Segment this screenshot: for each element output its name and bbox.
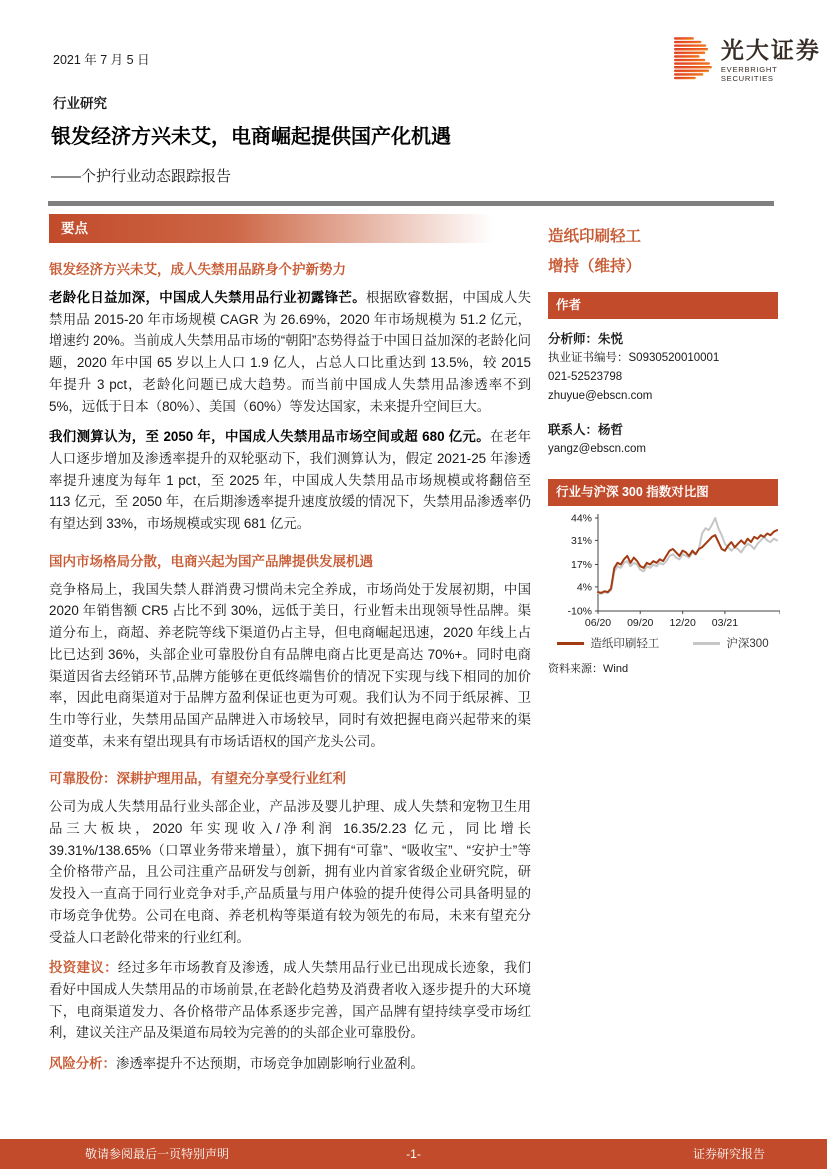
svg-text:4%: 4% bbox=[576, 581, 592, 594]
analyst-cert-no: 执业证书编号：S0930520010001 bbox=[548, 352, 720, 364]
section-heading: 可靠股份：深耕护理用品，有望充分享受行业红利 bbox=[49, 771, 346, 787]
sidebar bbox=[548, 214, 778, 676]
section-heading: 银发经济方兴未艾，成人失禁用品跻身个护新势力 bbox=[49, 262, 346, 277]
key-points-banner: 要点 bbox=[49, 214, 531, 243]
paragraph-lead: 我们测算认为，至 2050 年，中国成人失禁用品市场空间或超 680 亿元。 bbox=[49, 429, 491, 445]
contact-email: yangz@ebscn.com bbox=[548, 443, 646, 455]
header-divider bbox=[48, 201, 774, 206]
paragraph-lead: 投资建议： bbox=[49, 960, 118, 976]
legend-label: 造纸印刷轻工 bbox=[590, 638, 660, 650]
brand-text bbox=[721, 37, 827, 83]
paragraph-investment-advice bbox=[49, 957, 531, 1044]
rating-badge: 增持（维持） bbox=[548, 258, 642, 275]
chart-banner: 行业与沪深 300 指数对比图 bbox=[548, 479, 778, 506]
paragraph bbox=[49, 579, 531, 753]
contact-name: 联系人：杨哲 bbox=[548, 423, 624, 437]
paragraph-text: 竞争格局上，我国失禁人群消费习惯尚未完全养成，市场尚处于发展初期，中国 2020 年销售额 CR5 占比不到 30%，远低于美日，行业暂未出现领导性品牌。渠道分布上，商超、养老院等线下渠道仍占主导，但电商崛起迅速，2020 年线上占比已达到 36%，头部企业可靠股份自有品牌电商占比更是高达 70%+。同时电商渠道因省去经销环节,品牌方能够在更低终端售价的情况下实现与线下相同的加价率，因此电商渠道对于品牌方盈利保证也更为可观。我们认为不同于纸尿裤、卫生巾等行业，失禁用品国产品牌进入市场较早，同时有效把握电商兴起带来的渠道变革，未来有望出现具有市场话语权的国产龙头公司。 bbox=[49, 581, 531, 749]
svg-text:03/21: 03/21 bbox=[711, 617, 739, 629]
brand-name-cn: 光大证券 bbox=[720, 36, 821, 63]
svg-text:-10%: -10% bbox=[567, 605, 592, 618]
author-banner: 作者 bbox=[548, 292, 778, 319]
paragraph-lead: 风险分析： bbox=[49, 1056, 116, 1072]
section-heading: 国内市场格局分散，电商兴起为国产品牌提供发展机遇 bbox=[49, 553, 373, 569]
paragraph-lead: 老龄化日益加深，中国成人失禁用品行业初露锋芒。 bbox=[49, 290, 366, 305]
index-comparison-chart bbox=[548, 511, 780, 633]
svg-text:09/20: 09/20 bbox=[627, 617, 654, 629]
paragraph bbox=[49, 426, 531, 535]
report-date: 2021 年 7 月 5 日 bbox=[53, 53, 150, 67]
key-points-column bbox=[49, 214, 531, 1075]
analyst-email: zhuyue@ebscn.com bbox=[548, 390, 653, 402]
csi300-line-swatch bbox=[693, 642, 720, 645]
legend-label: 沪深300 bbox=[726, 638, 769, 650]
svg-text:12/20: 12/20 bbox=[669, 617, 696, 629]
svg-text:44%: 44% bbox=[570, 512, 592, 525]
svg-text:17%: 17% bbox=[570, 559, 592, 571]
brand-name-en: EVERBRIGHT SECURITIES bbox=[720, 64, 778, 83]
chart-legend bbox=[548, 635, 778, 651]
svg-text:06/20: 06/20 bbox=[584, 617, 612, 629]
svg-text:31%: 31% bbox=[570, 534, 592, 547]
paragraph-risk-analysis bbox=[49, 1053, 531, 1075]
analyst-name: 分析师：朱悦 bbox=[548, 332, 624, 346]
report-category: 行业研究 bbox=[53, 96, 107, 111]
paragraph bbox=[49, 287, 531, 417]
industry-name: 造纸印刷轻工 bbox=[548, 228, 642, 245]
everbright-logo-icon bbox=[674, 36, 712, 83]
paragraph-text: 根据欧睿数据，中国成人失禁用品 2015-20 年市场规模 CAGR 为 26.69%，2020 年市场规模为 51.2 亿元，增速约 20%。当前成人失禁用品市场的“朝阳”态势得益于中国日益加深的老龄化问题，2020 年中国 65 岁以上人口 1.9 亿人，占总人口比重达到 13.5%，较 2015 年提升 3 pct，老龄化问题已成大趋势。而当前中国成人失禁用品渗透率不到 5%，远低于日本（80%）、美国（60%）等发达国家，未来提升空间巨大。 bbox=[49, 290, 531, 414]
industry-line-swatch bbox=[557, 642, 584, 645]
brand-logo bbox=[674, 36, 827, 83]
paragraph-text: 渗透率提升不达预期，市场竞争加剧影响行业盈利。 bbox=[115, 1056, 424, 1072]
report-title: 银发经济方兴未艾，电商崛起提供国产化机遇 bbox=[51, 126, 451, 148]
report-subtitle: ——个护行业动态跟踪报告 bbox=[51, 168, 232, 185]
legend-item-industry bbox=[557, 635, 659, 651]
paragraph bbox=[49, 796, 531, 948]
paragraph-text: 经过多年市场教育及渗透，成人失禁用品行业已出现成长迹象，我们看好中国成人失禁用品的市场前景,在老龄化趋势及消费者收入逐步提升的大环境下，电商渠道发力、各价格带产品体系逐步完善，国产品牌有望持续享受市场红利，建议关注产品及渠道布局较为完善的的头部企业可靠股份。 bbox=[49, 960, 532, 1041]
analyst-phone: 021-52523798 bbox=[548, 371, 623, 383]
paragraph-text: 在老年人口逐步增加及渗透率提升的双轮驱动下，我们测算认为，假定 2021-25 年渗透率提升速度为每年 1 pct，至 2025 年，中国成人失禁用品市场规模或将翻倍至 113 亿元，至 2050 年，在后期渗透率提升速度放缓的情况下，失禁用品渗透率仍有望达到 33%，市场规模或实现 681 亿元。 bbox=[49, 429, 532, 532]
paragraph-text: 公司为成人失禁用品行业头部企业，产品涉及婴儿护理、成人失禁和宠物卫生用品三大板块，2020 年实现收入/净利润 16.35/2.23 亿元，同比增长 39.31%/138.65%（口罩业务带来增量），旗下拥有“可靠”、“吸收宝”、“安护士”等全价格带产品，且公司注重产品研发与创新，拥有业内首家省级企业研究院，研发投入一直高于同行业竞争对手,产品质量与用户体验的提升使得公司具备明显的市场竞争优势。公司在电商、养老机构等渠道有较为领先的布局，未来有望充分受益人口老龄化带来的行业红利。 bbox=[49, 799, 531, 945]
page-number: -1- bbox=[406, 1147, 421, 1161]
footer-disclaimer: 敬请参阅最后一页特别声明 bbox=[85, 1147, 230, 1161]
page-footer bbox=[0, 1139, 827, 1169]
legend-item-csi300 bbox=[693, 635, 768, 651]
footer-report-type: 证券研究报告 bbox=[692, 1147, 765, 1161]
data-source: 资料来源：Wind bbox=[548, 663, 629, 675]
